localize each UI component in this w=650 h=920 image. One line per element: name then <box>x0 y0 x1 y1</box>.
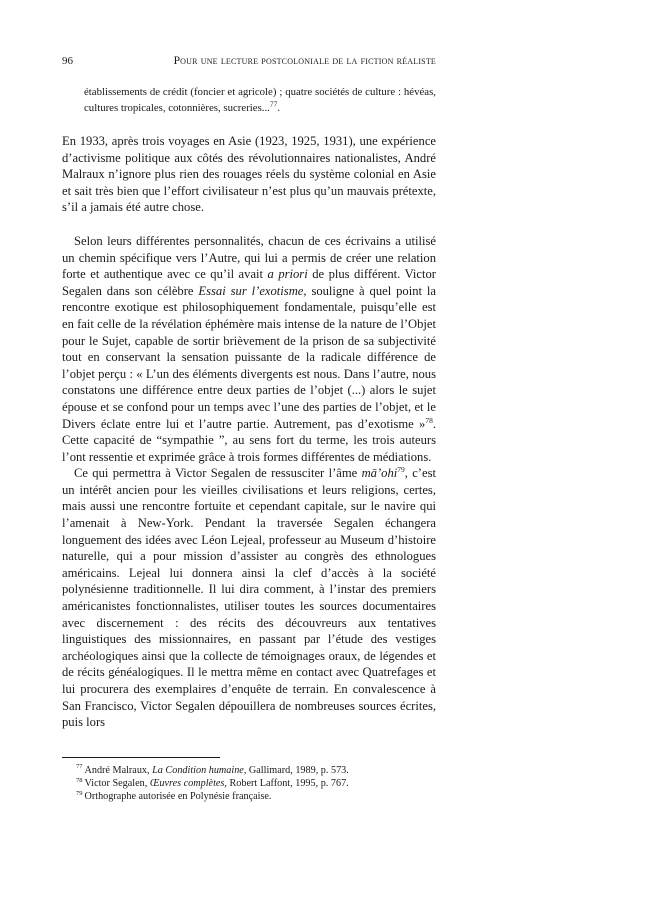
italic-word: mā’ohi <box>361 466 398 481</box>
blockquote-end: . <box>277 102 281 114</box>
paragraph-malraux <box>62 133 436 216</box>
block-quotation <box>84 84 436 116</box>
page-number: 96 <box>62 55 73 67</box>
footnote-ref-79[interactable]: 79 <box>397 465 405 475</box>
footnote-79 <box>76 790 436 803</box>
footnote-text: Gallimard, 1989, p. 573. <box>246 764 349 776</box>
paragraph-text: de plus différent. Victor Segalen dans son célèbre <box>62 267 437 298</box>
footnote-ref-77[interactable]: 77 <box>269 99 278 109</box>
running-head <box>62 52 436 70</box>
footnote-text: André Malraux, <box>84 764 153 776</box>
footnote-ref-78[interactable]: 78 <box>425 415 433 425</box>
footnote-text: Victor Segalen, <box>84 777 150 789</box>
paragraph-text: Selon leurs différentes personnalités, chacun de ces écrivains a utilisé un chemin spécifique vers l’Autre, qui lui a permis de créer une relation forte et authentique avec ce qu’il avait <box>62 233 436 282</box>
footnote-number: 78 <box>76 776 83 784</box>
footnote-title: La Condition humaine, <box>152 764 247 776</box>
footnote-text: Orthographe autorisée en Polynésie française. <box>84 791 272 803</box>
footnotes <box>62 764 436 804</box>
paragraph-text: , c’est un intérêt ancien pour les vieilles civilisations et leurs religions, certes, mais aussi une rencontre fortuite et cependant capitale, sur le navire qui l’amenait à New-York. Pendant la traversée Segalen échangera longuement des idées avec Léon Lejeal, professeur au Museum d’histoire naturelle, qui a pour mission d’assister au congrès des ethnologues américains. Lejeal lui donnera ainsi la clef d’accès à la société polynésienne traditionnelle. Il lui dira comment, à l’instar des premiers américanistes fonctionnalistes, utiliser toutes les sources documentaires avec discernement : des récits des découvreurs aux tentatives linguistiques des missionnaires, en passant par l’étude des vestiges archéologiques ainsi que la collecte de témoignages oraux, de légendes et de récits généalogiques. Il le mettra même en contact avec Quatrefages et lui procurera des exemplaires d’enquête de terrain. En convalescence à San Francisco, Victor Segalen dépouillera de nombreuses sources écrites, puis lors <box>62 466 436 730</box>
paragraph-text: En 1933, après trois voyages en Asie (1923, 1925, 1931), une expérience d’activisme politique aux côtés des révolutionnaires nationalistes, André Malraux n’ignore plus rien des rouages réels du système colonial en Asie et sait très bien que l’effort civilisateur n’est plus qu’un mauvais prétexte, s’il a jamais été autre chose. <box>62 134 436 215</box>
book-title: Essai sur l’exotisme, <box>198 283 307 298</box>
footnote-divider <box>62 757 220 758</box>
running-title: Pour une lecture postcoloniale de la fiction réaliste <box>173 55 436 67</box>
book-page <box>62 52 436 803</box>
paragraph-segalen-maohi <box>62 465 436 731</box>
paragraph-text: Ce qui permettra à Victor Segalen de ressusciter l’âme <box>74 466 362 481</box>
footnote-text: Robert Laffont, 1995, p. 767. <box>226 777 349 789</box>
paragraph-text: . Cette capacité de “sympathie ”, au sens fort du terme, les trois auteurs l’ont ressentie et exprimée grâce à trois formes différentes de médiations. <box>62 416 436 464</box>
footnote-title: Œuvres complètes, <box>149 777 227 789</box>
paragraph-text: souligne à quel point la rencontre exotique est philosophiquement fondamentale, puisqu’elle est en fait celle de la révélation éphémère mais intense de la nature de l’Objet pour le Sujet, capable de sortir brièvement de la prison de sa subjectivité tout en conservant la sensation puissante de la radicale différence de l’objet perçu : « L’un des éléments divergents est nous. Dans l’autre, nous constatons une différence entre deux parties de l’objet (...) alors le sujet épouse et se confond pour un temps avec l’une des parties de l’objet, et le Divers éclate entre lui et l’autre partie. Autrement, pas d’exotisme » <box>62 283 436 431</box>
footnote-number: 79 <box>76 789 83 797</box>
italic-phrase: a priori <box>267 267 308 282</box>
footnote-78 <box>76 777 436 790</box>
footnote-77 <box>76 764 436 777</box>
paragraph-segalen-exotisme <box>62 233 436 465</box>
footnote-number: 77 <box>76 763 83 771</box>
blockquote-text: établissements de crédit (foncier et agricole) ; quatre sociétés de culture : hévéas, cultures tropicales, cotonnières, sucreries... <box>84 86 436 114</box>
